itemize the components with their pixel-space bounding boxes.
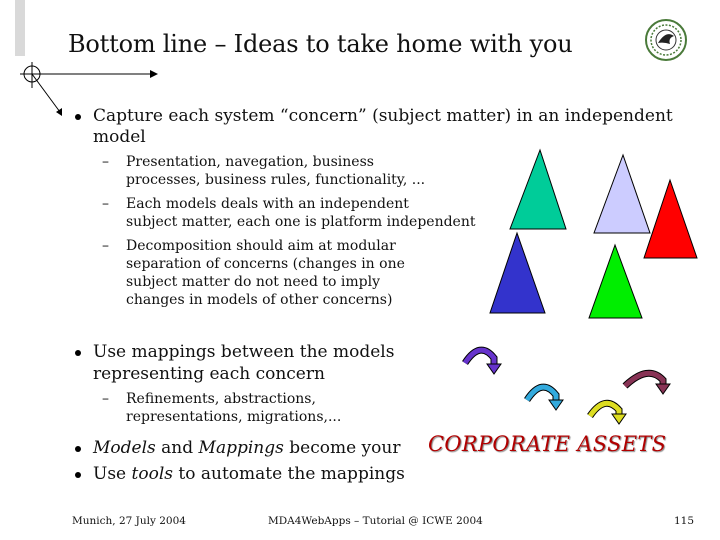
sub-1-1-line-1: Presentation, navegation, business: [126, 154, 374, 170]
footer-event: MDA4WebApps – Tutorial @ ICWE 2004: [268, 515, 483, 527]
slide-title: Bottom line – Ideas to take home with you: [68, 30, 573, 58]
sub-1-2-line-1: Each models deals with an independent: [126, 196, 409, 212]
curved-arrow-purple: [465, 350, 501, 374]
curved-arrow-yellow: [590, 403, 626, 424]
triangle-blue: [490, 233, 545, 313]
automate-text: to automate the mappings: [172, 464, 405, 484]
mappings-word: Mappings: [198, 438, 284, 458]
curved-arrow-maroon: [625, 373, 670, 394]
sub-1-2-line-2: subject matter, each one is platform independent: [126, 214, 476, 230]
sub-dash: –: [102, 238, 109, 254]
triangle-red: [644, 180, 697, 258]
and-word: and: [155, 438, 199, 458]
triangle-green: [589, 245, 642, 318]
bullet-1-line-2: model: [93, 127, 146, 147]
sub-1-1-line-2: processes, business rules, functionality, ...: [126, 172, 426, 188]
sub-2-1-line-2: representations, migrations,...: [126, 409, 342, 425]
footer-date: Munich, 27 July 2004: [72, 515, 186, 527]
sub-2-1-line-1: Refinements, abstractions,: [126, 391, 316, 407]
tools-word: tools: [131, 464, 173, 484]
triangle-teal: [510, 150, 566, 229]
sub-dash: –: [102, 196, 109, 212]
sub-1-3-line-1: Decomposition should aim at modular: [126, 238, 396, 254]
sub-dash: –: [102, 391, 109, 407]
sub-1-3-line-3: subject matter do not need to imply: [126, 274, 380, 290]
bullet-1-line-1: Capture each system “concern” (subject matter) in an independent: [93, 106, 673, 126]
sub-1-3-line-4: changes in models of other concerns): [126, 292, 393, 308]
sub-dash: –: [102, 154, 109, 170]
models-word: Models: [93, 438, 156, 458]
bullet-2-line-1: Use mappings between the models: [93, 342, 395, 362]
sub-1-3-line-2: separation of concerns (changes in one: [126, 256, 405, 272]
slide-number: 115: [674, 515, 695, 527]
become-your-text: become your: [283, 438, 401, 458]
curved-arrow-cyan: [527, 387, 563, 410]
use-word: Use: [93, 464, 132, 484]
corporate-assets-highlight: CORPORATE ASSETS: [428, 432, 667, 456]
bullet-2-line-2: representing each concern: [93, 364, 325, 384]
triangle-lavender: [594, 155, 650, 233]
